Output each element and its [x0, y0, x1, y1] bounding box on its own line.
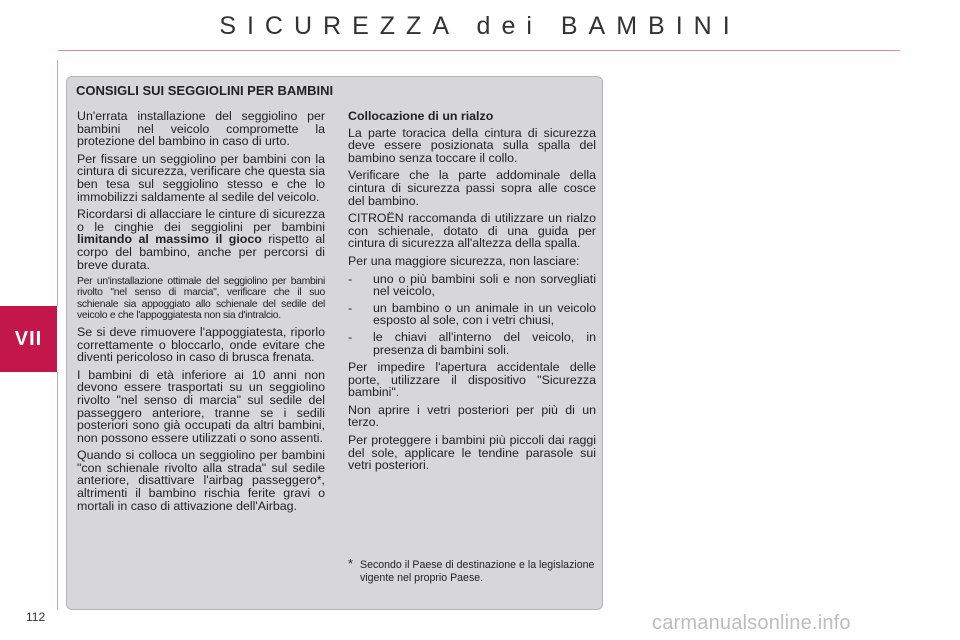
- bullet-dash: -: [348, 271, 353, 286]
- footnote: [348, 556, 598, 584]
- left-paragraph-4: Per un'installazione ottimale del seggiolino per bambini rivolto "nel senso di marcia", verificare che il suo schienale sia appoggiato allo schienale del sedile del veicolo e che l'appoggiatesta non sia d'intralcio.: [77, 276, 325, 321]
- left-column: [77, 110, 325, 517]
- footnote-text: Secondo il Paese di destinazione e la legislazione vigente nel proprio Paese.: [360, 559, 595, 584]
- left-paragraph-5: Se si deve rimuovere l'appoggiatesta, riporlo correttamente o bloccarlo, onde evitare che diventi pericoloso in caso di brusca frenata.: [77, 324, 325, 365]
- chapter-tab: VII: [0, 306, 57, 372]
- footnote-marker: *: [348, 556, 354, 571]
- right-paragraph-6: Non aprire i vetri posteriori per più di un terzo.: [348, 402, 596, 430]
- right-column: [348, 110, 596, 477]
- left-paragraph-3: [77, 208, 325, 271]
- watermark: carmanualsonline.info: [652, 612, 851, 634]
- warning-list: [348, 273, 596, 357]
- right-paragraph-3: CITROËN raccomanda di utilizzare un rialzo con schienale, dotato di una guida per cintura di sicurezza all'altezza della spalla.: [348, 211, 596, 251]
- right-paragraph-2: Verificare che la parte addominale della cintura di sicurezza passi sopra alle cosce del bambino.: [348, 168, 596, 208]
- bullet-dash: -: [348, 300, 353, 315]
- side-divider-bottom: [57, 372, 58, 610]
- right-paragraph-4: Per una maggiore sicurezza, non lasciare:: [348, 253, 580, 268]
- right-paragraph-7: Per proteggere i bambini più piccoli dai raggi del sole, applicare le tendine parasole sui vetri posteriori.: [348, 433, 596, 473]
- list-item: [348, 331, 596, 356]
- list-item-text: le chiavi all'interno del veicolo, in presenza di bambini soli.: [373, 329, 596, 357]
- left-paragraph-7: Quando si colloca un seggiolino per bambini "con schienale rivolto alla strada" sul sedile anteriore, disattivare l'airbag passeggero*, altrimenti il bambino rischia ferite gravi o mortali in caso di attivazione dell'Airbag.: [77, 448, 325, 513]
- left-paragraph-2: Per fissare un seggiolino per bambini con la cintura di sicurezza, verificare che questa sia ben tesa sul seggiolino stesso e che lo immobilizzi saldamente al sedile del veicolo.: [77, 151, 325, 204]
- list-item-text: un bambino o un animale in un veicolo esposto al sole, con i vetri chiusi,: [373, 300, 596, 328]
- left-paragraph-1: Un'errata installazione del seggiolino per bambini nel veicolo compromette la protezione del bambino in caso di urto.: [77, 109, 325, 149]
- page-title: SICUREZZA dei BAMBINI: [219, 12, 741, 40]
- left-paragraph-3-start: Ricordarsi di allacciare le cinture di sicurezza o le cinghie dei seggiolini per bambini: [77, 207, 325, 234]
- right-paragraph-5: Per impedire l'apertura accidentale delle porte, utilizzare il dispositivo "Sicurezza bambini".: [348, 360, 596, 400]
- page-number: 112: [26, 610, 46, 624]
- right-heading: Collocazione di un rialzo: [348, 109, 494, 123]
- side-divider-top: [57, 60, 58, 306]
- right-paragraph-1: La parte toracica della cintura di sicurezza deve essere posizionata sulla spalla del bambino senza toccare il collo.: [348, 125, 596, 165]
- left-paragraph-6: I bambini di età inferiore ai 10 anni non devono essere trasportati su un seggiolino rivolto "nel senso di marcia" sul sedile del passeggero anteriore, tranne se i sedili posteriori sono già occupati da altri bambini, non possono essere utilizzati o sono assenti.: [77, 367, 325, 445]
- list-item: [348, 273, 596, 298]
- bullet-dash: -: [348, 329, 353, 344]
- list-item: [348, 302, 596, 327]
- list-item-text: uno o più bambini soli e non sorvegliati nel veicolo,: [373, 271, 596, 299]
- title-rule: [58, 50, 900, 51]
- left-paragraph-3-end: rispetto al corpo del bambino, anche per percorsi di breve durata.: [77, 232, 325, 272]
- left-paragraph-3-bold: limitando al massimo il gioco: [77, 232, 262, 247]
- advice-box-title: CONSIGLI SUI SEGGIOLINI PER BAMBINI: [76, 83, 334, 98]
